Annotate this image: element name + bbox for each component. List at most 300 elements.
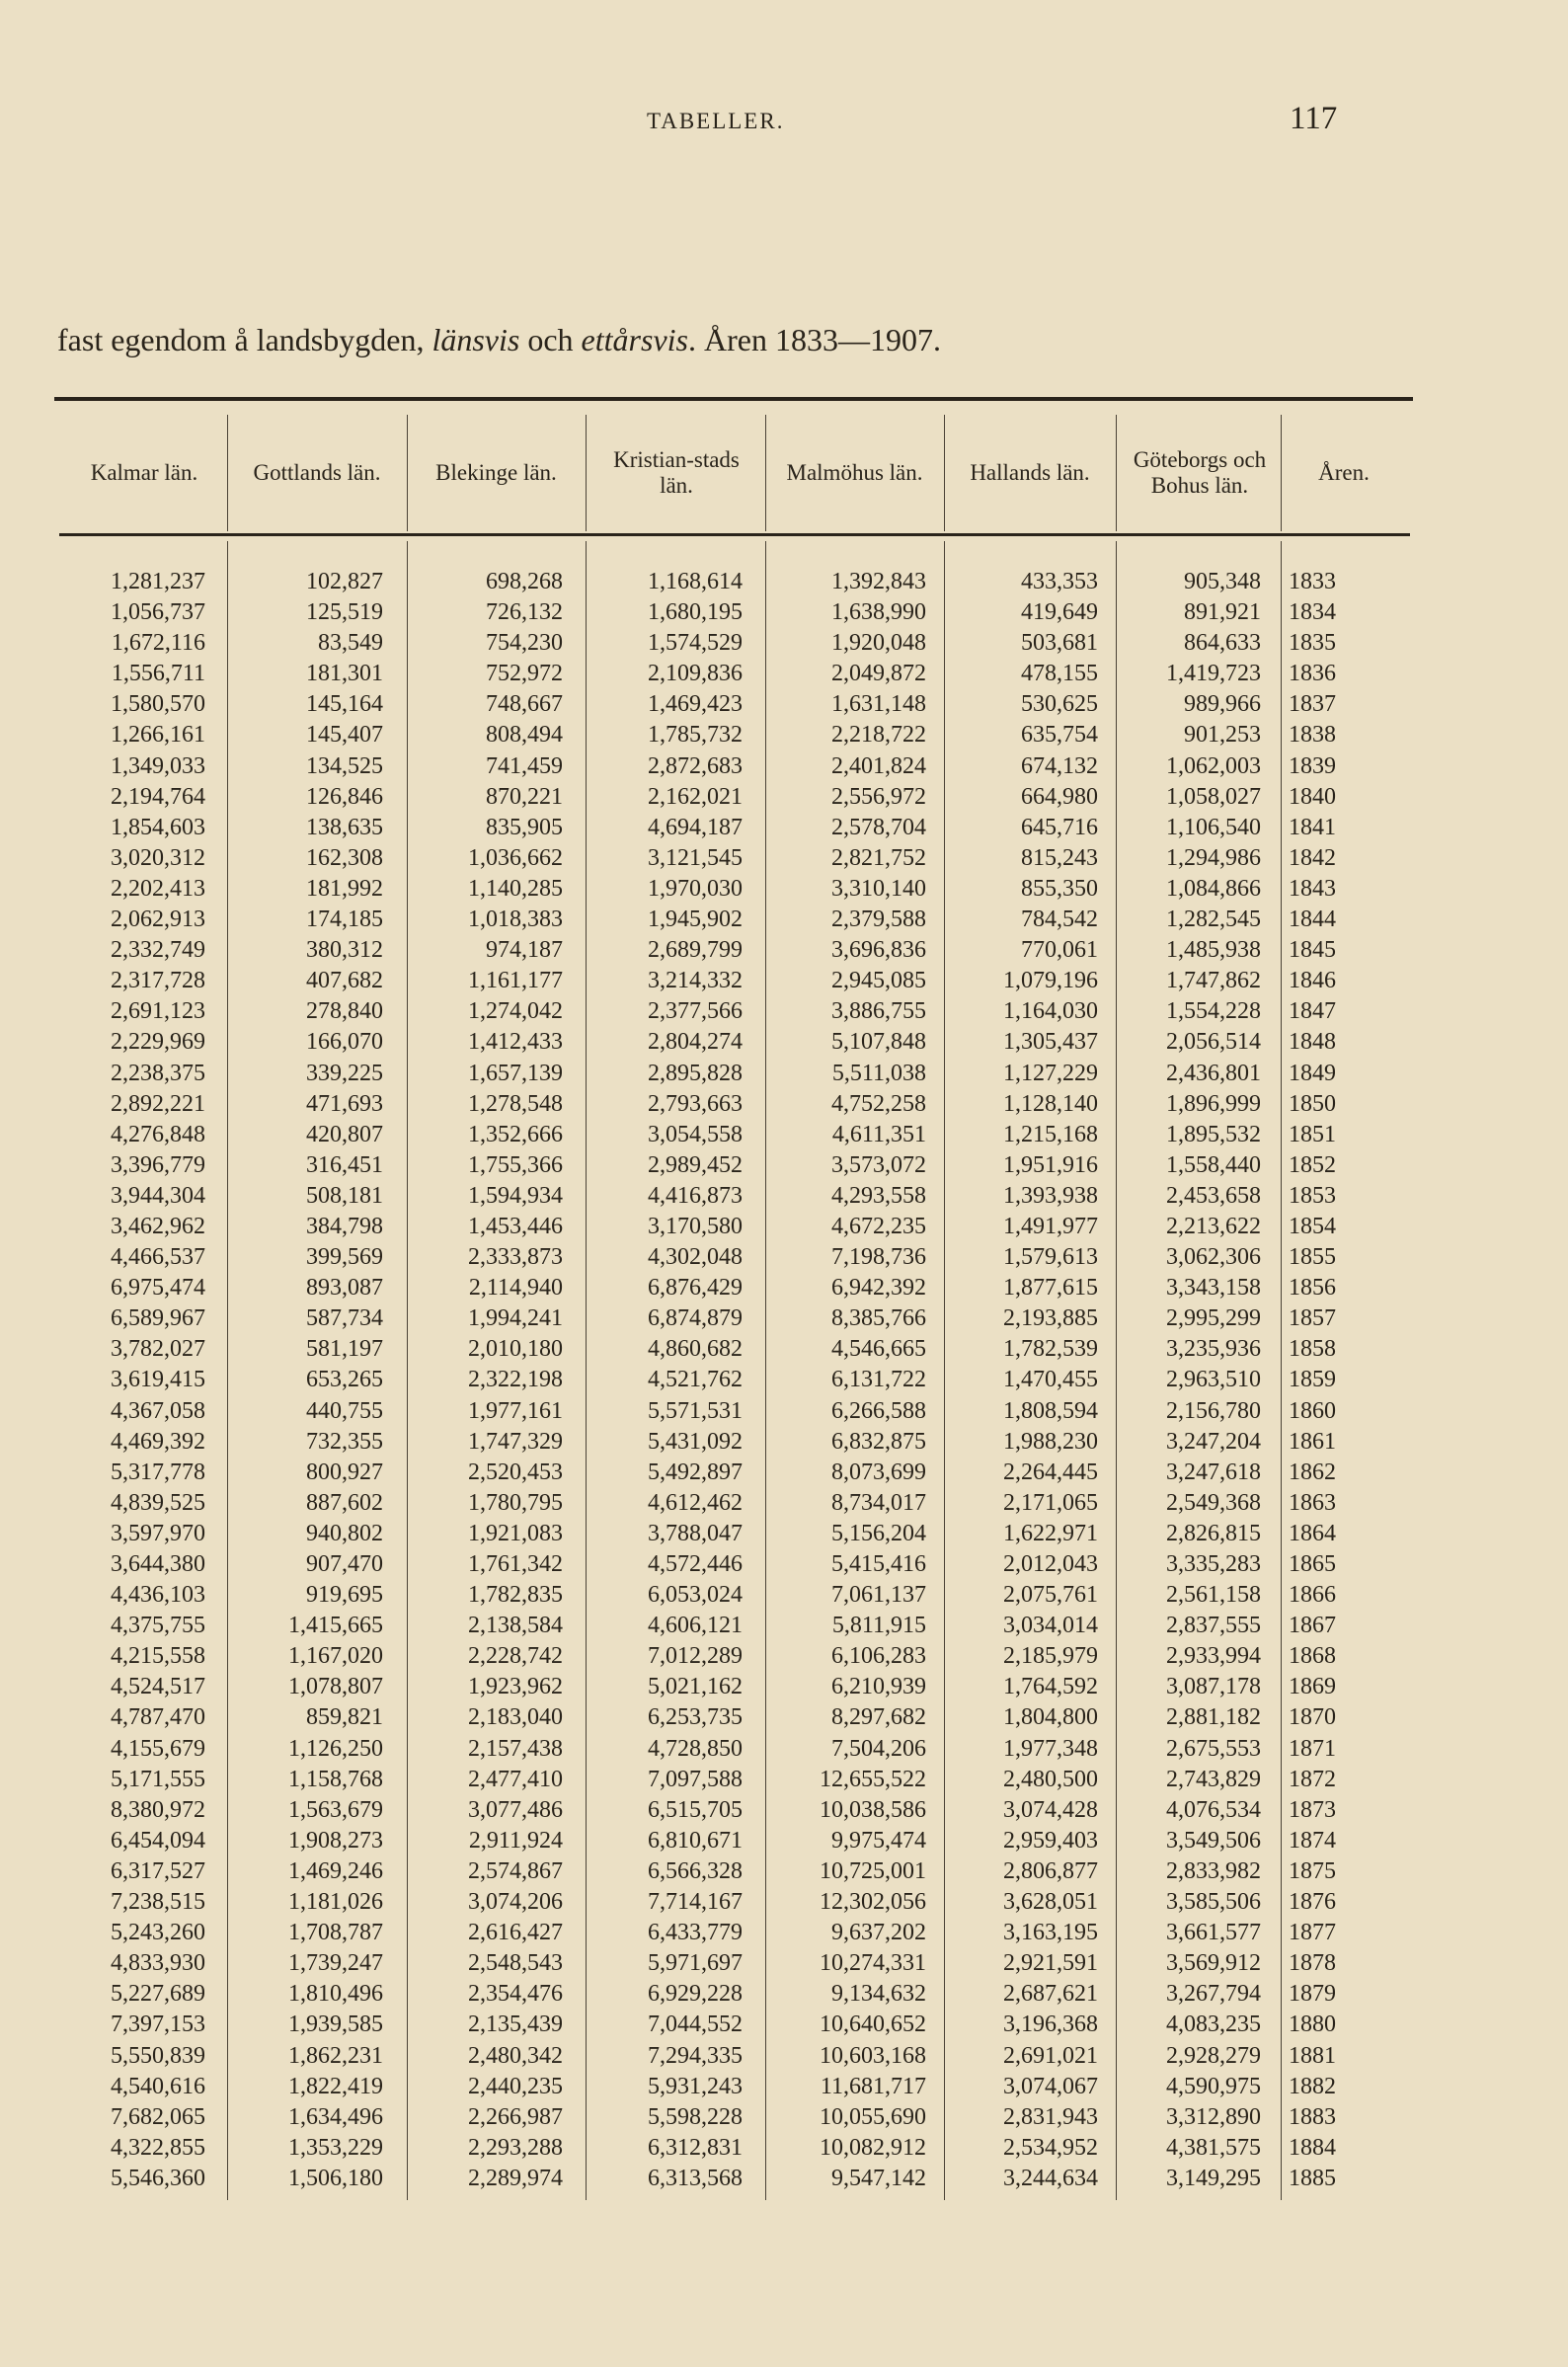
value-cell: 2,436,801 [1166,1060,1261,1086]
table-row [0,782,1568,813]
value-cell: 1,079,196 [1003,968,1098,994]
table-row [0,751,1568,782]
value-cell: 741,459 [486,752,563,779]
table-row [0,1519,1568,1549]
value-cell: 1,755,366 [468,1151,563,1178]
table-row [0,567,1568,597]
value-cell: 2,202,413 [111,875,205,902]
value-cell: 1,782,835 [468,1582,563,1609]
value-cell: 2,578,704 [831,814,926,840]
value-cell: 3,585,506 [1166,1889,1261,1916]
table-row [0,1181,1568,1212]
value-cell: 4,436,103 [111,1582,205,1609]
value-cell: 800,927 [306,1459,383,1485]
value-cell: 784,542 [1021,907,1098,933]
value-cell: 2,213,622 [1166,1213,1261,1239]
year-cell: 1848 [1289,1029,1336,1056]
value-cell: 2,831,943 [1003,2103,1098,2130]
value-cell: 1,810,496 [288,1981,383,2008]
table-row [0,1611,1568,1641]
value-cell: 2,162,021 [648,783,743,810]
table-row [0,1027,1568,1058]
value-cell: 3,034,014 [1003,1613,1098,1639]
value-cell: 174,185 [306,907,383,933]
column-header: Blekinge län. [435,459,557,485]
value-cell: 1,305,437 [1003,1029,1098,1056]
value-cell: 1,036,662 [468,844,563,871]
value-cell: 6,266,588 [831,1397,926,1424]
year-cell: 1871 [1289,1735,1336,1762]
column-header: Hallands län. [970,459,1090,485]
value-cell: 2,266,987 [468,2103,563,2130]
value-cell: 3,696,836 [831,937,926,964]
year-cell: 1866 [1289,1582,1336,1609]
value-cell: 4,293,558 [831,1182,926,1209]
value-cell: 2,892,221 [111,1090,205,1117]
column-header: Kristian-stads län. [613,446,740,498]
value-cell: 4,787,470 [111,1704,205,1731]
value-cell: 2,317,728 [111,968,205,994]
table-row [0,1120,1568,1150]
value-cell: 6,313,568 [648,2165,743,2191]
value-cell: 1,485,938 [1166,937,1261,964]
table-row [0,1702,1568,1733]
value-cell: 1,352,666 [468,1121,563,1147]
value-cell: 3,247,618 [1166,1459,1261,1485]
year-cell: 1864 [1289,1520,1336,1546]
value-cell: 2,238,375 [111,1060,205,1086]
year-cell: 1839 [1289,752,1336,779]
value-cell: 5,811,915 [831,1613,926,1639]
column-divider [1116,415,1117,531]
table-row [0,1765,1568,1795]
value-cell: 2,377,566 [648,998,743,1025]
table-row [0,1549,1568,1580]
value-cell: 1,680,195 [648,599,743,626]
year-cell: 1861 [1289,1428,1336,1455]
value-cell: 2,010,180 [468,1336,563,1363]
value-cell: 126,846 [306,783,383,810]
value-cell: 102,827 [306,569,383,594]
year-cell: 1847 [1289,998,1336,1025]
value-cell: 1,056,737 [111,599,205,626]
value-cell: 1,747,329 [468,1428,563,1455]
value-cell: 12,302,056 [820,1889,926,1916]
table-header-rule [59,533,1410,536]
value-cell: 2,959,403 [1003,1827,1098,1854]
value-cell: 2,928,279 [1166,2042,1261,2069]
value-cell: 7,097,588 [648,1766,743,1792]
value-cell: 316,451 [306,1151,383,1178]
value-cell: 4,215,558 [111,1643,205,1670]
value-cell: 1,127,229 [1003,1060,1098,1086]
value-cell: 1,895,532 [1166,1121,1261,1147]
value-cell: 166,070 [306,1029,383,1056]
value-cell: 1,353,229 [288,2134,383,2161]
year-cell: 1836 [1289,661,1336,687]
year-cell: 1870 [1289,1704,1336,1731]
value-cell: 1,556,711 [111,661,205,687]
value-cell: 2,453,658 [1166,1182,1261,1209]
value-cell: 2,963,510 [1166,1367,1261,1393]
value-cell: 1,977,161 [468,1397,563,1424]
value-cell: 1,419,723 [1166,661,1261,687]
value-cell: 503,681 [1021,630,1098,657]
value-cell: 181,301 [306,661,383,687]
value-cell: 2,114,940 [468,1275,563,1302]
value-cell: 1,158,768 [288,1766,383,1792]
value-cell: 2,480,500 [1003,1766,1098,1792]
year-cell: 1846 [1289,968,1336,994]
value-cell: 635,754 [1021,722,1098,749]
table-row [0,1826,1568,1856]
value-cell: 5,156,204 [831,1520,926,1546]
value-cell: 4,833,930 [111,1950,205,1977]
value-cell: 6,942,392 [831,1275,926,1302]
value-cell: 2,194,764 [111,783,205,810]
year-cell: 1842 [1289,844,1336,871]
table-row [0,720,1568,750]
value-cell: 6,317,527 [111,1857,205,1884]
value-cell: 4,076,534 [1166,1796,1261,1823]
table-row [0,1334,1568,1365]
value-cell: 1,128,140 [1003,1090,1098,1117]
value-cell: 4,572,446 [648,1551,743,1577]
value-cell: 2,520,453 [468,1459,563,1485]
value-cell: 2,548,543 [468,1950,563,1977]
value-cell: 3,886,755 [831,998,926,1025]
value-cell: 732,355 [306,1428,383,1455]
value-cell: 1,563,679 [288,1796,383,1823]
value-cell: 1,078,807 [288,1674,383,1700]
table-row [0,1059,1568,1089]
value-cell: 2,218,722 [831,722,926,749]
value-cell: 2,616,427 [468,1920,563,1946]
value-cell: 808,494 [486,722,563,749]
value-cell: 2,193,885 [1003,1305,1098,1332]
value-cell: 1,282,545 [1166,907,1261,933]
year-cell: 1880 [1289,2012,1336,2038]
value-cell: 855,350 [1021,875,1098,902]
table-row [0,813,1568,843]
value-cell: 3,244,634 [1003,2165,1098,2191]
table-row [0,1488,1568,1519]
year-cell: 1879 [1289,1981,1336,2008]
value-cell: 10,603,168 [820,2042,926,2069]
year-cell: 1884 [1289,2134,1336,2161]
table-row [0,966,1568,996]
year-cell: 1856 [1289,1275,1336,1302]
table-row [0,1365,1568,1395]
year-cell: 1852 [1289,1151,1336,1178]
value-cell: 1,558,440 [1166,1151,1261,1178]
value-cell: 1,977,348 [1003,1735,1098,1762]
value-cell: 6,433,779 [648,1920,743,1946]
value-cell: 7,504,206 [831,1735,926,1762]
value-cell: 7,714,167 [648,1889,743,1916]
value-cell: 3,628,051 [1003,1889,1098,1916]
value-cell: 6,454,094 [111,1827,205,1854]
value-cell: 1,140,285 [468,875,563,902]
table-body [0,567,1568,2194]
year-cell: 1881 [1289,2042,1336,2069]
year-cell: 1877 [1289,1920,1336,1946]
value-cell: 399,569 [306,1244,383,1271]
value-cell: 581,197 [306,1336,383,1363]
value-cell: 893,087 [306,1275,383,1302]
year-cell: 1857 [1289,1305,1336,1332]
value-cell: 4,752,258 [831,1090,926,1117]
value-cell: 339,225 [306,1060,383,1086]
year-cell: 1882 [1289,2073,1336,2099]
value-cell: 2,354,476 [468,1981,563,2008]
value-cell: 4,606,121 [648,1613,743,1639]
value-cell: 5,571,531 [648,1397,743,1424]
value-cell: 2,333,873 [468,1244,563,1271]
value-cell: 4,546,665 [831,1336,926,1363]
table-row [0,1303,1568,1334]
year-cell: 1843 [1289,875,1336,902]
value-cell: 726,132 [486,599,563,626]
value-cell: 3,549,506 [1166,1827,1261,1854]
value-cell: 3,074,067 [1003,2073,1098,2099]
value-cell: 989,966 [1184,691,1261,718]
table-row [0,1212,1568,1242]
value-cell: 2,157,438 [468,1735,563,1762]
value-cell: 2,945,085 [831,968,926,994]
value-cell: 4,375,755 [111,1613,205,1639]
value-cell: 2,379,588 [831,907,926,933]
value-cell: 1,491,977 [1003,1213,1098,1239]
table-row [0,2133,1568,2164]
value-cell: 748,667 [486,691,563,718]
table-row [0,1580,1568,1611]
value-cell: 1,988,230 [1003,1428,1098,1455]
value-cell: 6,312,831 [648,2134,743,2161]
running-title: TABELLER. [647,109,785,133]
value-cell: 2,109,836 [648,661,743,687]
column-header: Kalmar län. [90,459,198,485]
value-cell: 4,083,235 [1166,2012,1261,2038]
value-cell: 1,780,795 [468,1489,563,1516]
table-row [0,935,1568,966]
value-cell: 3,054,558 [648,1121,743,1147]
value-cell: 1,393,938 [1003,1182,1098,1209]
value-cell: 7,682,065 [111,2103,205,2130]
value-cell: 3,170,580 [648,1213,743,1239]
value-cell: 3,074,428 [1003,1796,1098,1823]
value-cell: 4,155,679 [111,1735,205,1762]
value-cell: 815,243 [1021,844,1098,871]
table-row [0,905,1568,935]
value-cell: 11,681,717 [820,2073,926,2099]
value-cell: 3,214,332 [648,968,743,994]
value-cell: 870,221 [486,783,563,810]
year-cell: 1853 [1289,1182,1336,1209]
year-cell: 1854 [1289,1213,1336,1239]
table-row [0,1089,1568,1120]
value-cell: 1,579,613 [1003,1244,1098,1271]
value-cell: 1,580,570 [111,691,205,718]
value-cell: 1,994,241 [468,1305,563,1332]
value-cell: 2,687,621 [1003,1981,1098,2008]
value-cell: 4,694,187 [648,814,743,840]
year-cell: 1838 [1289,722,1336,749]
value-cell: 2,921,591 [1003,1950,1098,1977]
year-cell: 1868 [1289,1643,1336,1670]
value-cell: 7,012,289 [648,1643,743,1670]
year-cell: 1850 [1289,1090,1336,1117]
value-cell: 5,492,897 [648,1459,743,1485]
value-cell: 940,802 [306,1520,383,1546]
value-cell: 1,921,083 [468,1520,563,1546]
value-cell: 2,293,288 [468,2134,563,2161]
value-cell: 770,061 [1021,937,1098,964]
value-cell: 1,281,237 [111,569,205,594]
table-row [0,2102,1568,2133]
value-cell: 4,590,975 [1166,2073,1261,2099]
table-row [0,2010,1568,2040]
value-cell: 1,862,231 [288,2042,383,2069]
value-cell: 8,297,682 [831,1704,926,1731]
value-cell: 4,416,873 [648,1182,743,1209]
table-row [0,2164,1568,2194]
year-cell: 1835 [1289,630,1336,657]
year-cell: 1869 [1289,1674,1336,1700]
value-cell: 1,657,139 [468,1060,563,1086]
table-row [0,659,1568,689]
value-cell: 3,619,415 [111,1367,205,1393]
value-cell: 752,972 [486,661,563,687]
year-cell: 1872 [1289,1766,1336,1792]
value-cell: 1,594,934 [468,1182,563,1209]
table-row [0,689,1568,720]
subtitle-part3: . Åren 1833—1907. [687,322,941,357]
table-row [0,2041,1568,2072]
year-cell: 1878 [1289,1950,1336,1977]
value-cell: 1,058,027 [1166,783,1261,810]
value-cell: 2,056,514 [1166,1029,1261,1056]
value-cell: 4,524,517 [111,1674,205,1700]
value-cell: 2,322,198 [468,1367,563,1393]
value-cell: 1,415,665 [288,1613,383,1639]
value-cell: 2,401,824 [831,752,926,779]
value-cell: 6,210,939 [831,1674,926,1700]
value-cell: 3,661,577 [1166,1920,1261,1946]
value-cell: 1,506,180 [288,2165,383,2191]
value-cell: 2,477,410 [468,1766,563,1792]
value-cell: 1,168,614 [648,569,743,594]
value-cell: 4,672,235 [831,1213,926,1239]
value-cell: 3,310,140 [831,875,926,902]
value-cell: 2,185,979 [1003,1643,1098,1670]
table-top-rule [54,397,1413,401]
value-cell: 9,637,202 [831,1920,926,1946]
value-cell: 1,574,529 [648,630,743,657]
value-cell: 2,895,828 [648,1060,743,1086]
value-cell: 1,782,539 [1003,1336,1098,1363]
value-cell: 4,612,462 [648,1489,743,1516]
value-cell: 2,793,663 [648,1090,743,1117]
value-cell: 1,470,455 [1003,1367,1098,1393]
value-cell: 1,266,161 [111,722,205,749]
value-cell: 3,573,072 [831,1151,926,1178]
value-cell: 4,540,616 [111,2073,205,2099]
value-cell: 10,725,001 [820,1857,926,1884]
value-cell: 5,598,228 [648,2103,743,2130]
value-cell: 2,229,969 [111,1029,205,1056]
value-cell: 6,929,228 [648,1981,743,2008]
value-cell: 1,469,423 [648,691,743,718]
value-cell: 433,353 [1021,569,1098,594]
value-cell: 2,804,274 [648,1029,743,1056]
value-cell: 6,975,474 [111,1275,205,1302]
value-cell: 1,167,020 [288,1643,383,1670]
value-cell: 2,691,021 [1003,2042,1098,2069]
value-cell: 3,020,312 [111,844,205,871]
value-cell: 6,515,705 [648,1796,743,1823]
value-cell: 6,131,722 [831,1367,926,1393]
value-cell: 7,397,153 [111,2012,205,2038]
value-cell: 1,412,433 [468,1029,563,1056]
value-cell: 5,415,416 [831,1551,926,1577]
value-cell: 1,672,116 [111,630,205,657]
value-cell: 1,294,986 [1166,844,1261,871]
value-cell: 3,569,912 [1166,1950,1261,1977]
value-cell: 2,826,815 [1166,1520,1261,1546]
value-cell: 419,649 [1021,599,1098,626]
year-cell: 1844 [1289,907,1336,933]
value-cell: 6,589,967 [111,1305,205,1332]
value-cell: 10,038,586 [820,1796,926,1823]
value-cell: 907,470 [306,1551,383,1577]
value-cell: 1,939,585 [288,2012,383,2038]
value-cell: 12,655,522 [820,1766,926,1792]
value-cell: 3,396,779 [111,1151,205,1178]
value-cell: 4,466,537 [111,1244,205,1271]
value-cell: 2,837,555 [1166,1613,1261,1639]
value-cell: 478,155 [1021,661,1098,687]
value-cell: 2,156,780 [1166,1397,1261,1424]
value-cell: 4,839,525 [111,1489,205,1516]
value-cell: 1,084,866 [1166,875,1261,902]
value-cell: 859,821 [306,1704,383,1731]
year-cell: 1841 [1289,814,1336,840]
value-cell: 4,611,351 [831,1121,926,1147]
value-cell: 3,644,380 [111,1551,205,1577]
value-cell: 674,132 [1021,752,1098,779]
value-cell: 3,312,890 [1166,2103,1261,2130]
column-header: Malmöhus län. [786,459,923,485]
value-cell: 1,453,446 [468,1213,563,1239]
value-cell: 3,335,283 [1166,1551,1261,1577]
value-cell: 6,566,328 [648,1857,743,1884]
value-cell: 587,734 [306,1305,383,1332]
year-cell: 1859 [1289,1367,1336,1393]
value-cell: 4,367,058 [111,1397,205,1424]
value-cell: 835,905 [486,814,563,840]
value-cell: 3,149,295 [1166,2165,1261,2191]
value-cell: 145,407 [306,722,383,749]
column-divider [586,415,587,531]
value-cell: 420,807 [306,1121,383,1147]
value-cell: 8,380,972 [111,1796,205,1823]
value-cell: 145,164 [306,691,383,718]
value-cell: 440,755 [306,1397,383,1424]
table-row [0,1918,1568,1948]
year-cell: 1845 [1289,937,1336,964]
value-cell: 1,920,048 [831,630,926,657]
